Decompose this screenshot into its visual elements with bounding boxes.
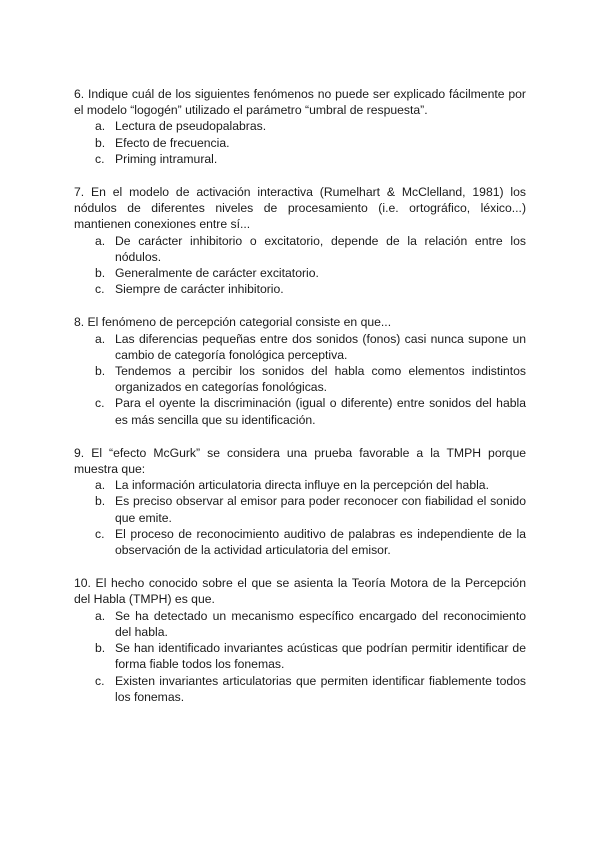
option-letter: c. xyxy=(95,282,105,297)
option-letter: b. xyxy=(95,494,106,509)
option-text: Existen invariantes articulatorias que permiten identificar fiablemente todos los fonemas. xyxy=(115,673,526,704)
option-list xyxy=(74,608,526,705)
option-b xyxy=(74,135,526,151)
option-letter: b. xyxy=(95,364,106,379)
question-stem: 10. El hecho conocido sobre el que se asienta la Teoría Motora de la Percepción del Habla (TMPH) es que. xyxy=(74,576,526,607)
option-list xyxy=(74,118,526,167)
option-text: La información articulatoria directa influye en la percepción del habla. xyxy=(115,478,489,493)
option-text: Para el oyente la discriminación (igual o diferente) entre sonidos del habla es más sencilla que su identificación. xyxy=(115,396,526,427)
question-stem: 9. El “efecto McGurk” se considera una prueba favorable a la TMPH porque muestra que: xyxy=(74,445,526,477)
option-c xyxy=(74,281,526,297)
option-text: El proceso de reconocimiento auditivo de palabras es independiente de la observación de la actividad articulatoria del emisor. xyxy=(115,526,526,558)
option-b xyxy=(74,493,526,525)
question-7 xyxy=(74,184,526,297)
option-c xyxy=(74,526,526,558)
option-b xyxy=(74,640,526,672)
option-text: De carácter inhibitorio o excitatorio, depende de la relación entre los nódulos. xyxy=(115,233,526,264)
question-10 xyxy=(74,575,526,705)
option-text: Siempre de carácter inhibitorio. xyxy=(115,282,284,297)
option-text: Lectura de pseudopalabras. xyxy=(115,119,267,134)
option-letter: a. xyxy=(95,478,106,493)
option-letter: c. xyxy=(95,396,105,411)
option-list xyxy=(74,233,526,298)
option-a xyxy=(74,608,526,640)
option-text: Generalmente de carácter excitatorio. xyxy=(115,266,319,281)
option-a xyxy=(74,331,526,363)
option-letter: a. xyxy=(95,119,106,134)
question-stem: 8. El fenómeno de percepción categorial consiste en que... xyxy=(74,315,392,330)
option-a xyxy=(74,477,526,493)
option-a xyxy=(74,118,526,134)
option-a xyxy=(74,233,526,265)
option-b xyxy=(74,265,526,281)
option-letter: b. xyxy=(95,641,106,656)
option-letter: c. xyxy=(95,673,105,688)
option-b xyxy=(74,363,526,395)
option-text: Se han identificado invariantes acústicas que podrían permitir identificar de forma fiable todos los fonemas. xyxy=(115,641,526,672)
option-letter: a. xyxy=(95,331,106,346)
option-letter: b. xyxy=(95,135,106,150)
option-c xyxy=(74,395,526,427)
option-text: Es preciso observar al emisor para poder reconocer con fiabilidad el sonido que emite. xyxy=(115,494,526,525)
question-stem: 7. En el modelo de activación interactiva (Rumelhart & McClelland, 1981) los nódulos de diferentes niveles de procesamiento (i.e. ortográfico, léxico...) mantienen conexiones entre sí... xyxy=(74,185,526,232)
option-letter: b. xyxy=(95,266,106,281)
option-text: Priming intramural. xyxy=(115,151,218,166)
question-stem: 6. Indique cuál de los siguientes fenómenos no puede ser explicado fácilmente por el modelo “logogén” utilizado el parámetro “umbral de respuesta”. xyxy=(74,87,526,118)
option-c xyxy=(74,673,526,705)
option-list xyxy=(74,477,526,558)
question-8 xyxy=(74,314,526,427)
option-text: Efecto de frecuencia. xyxy=(115,135,230,150)
option-letter: c. xyxy=(95,526,105,541)
option-c xyxy=(74,151,526,167)
option-list xyxy=(74,331,526,428)
question-6 xyxy=(74,86,526,167)
option-letter: a. xyxy=(95,233,106,248)
option-letter: a. xyxy=(95,608,106,623)
option-text: Tendemos a percibir los sonidos del habla como elementos indistintos organizados en categorías fonológicas. xyxy=(115,364,526,395)
option-text: Las diferencias pequeñas entre dos sonidos (fonos) casi nunca supone un cambio de categoría fonológica perceptiva. xyxy=(115,331,526,362)
question-9 xyxy=(74,445,526,558)
document-page xyxy=(74,86,526,722)
option-letter: c. xyxy=(95,151,105,166)
option-text: Se ha detectado un mecanismo específico encargado del reconocimiento del habla. xyxy=(115,608,526,639)
